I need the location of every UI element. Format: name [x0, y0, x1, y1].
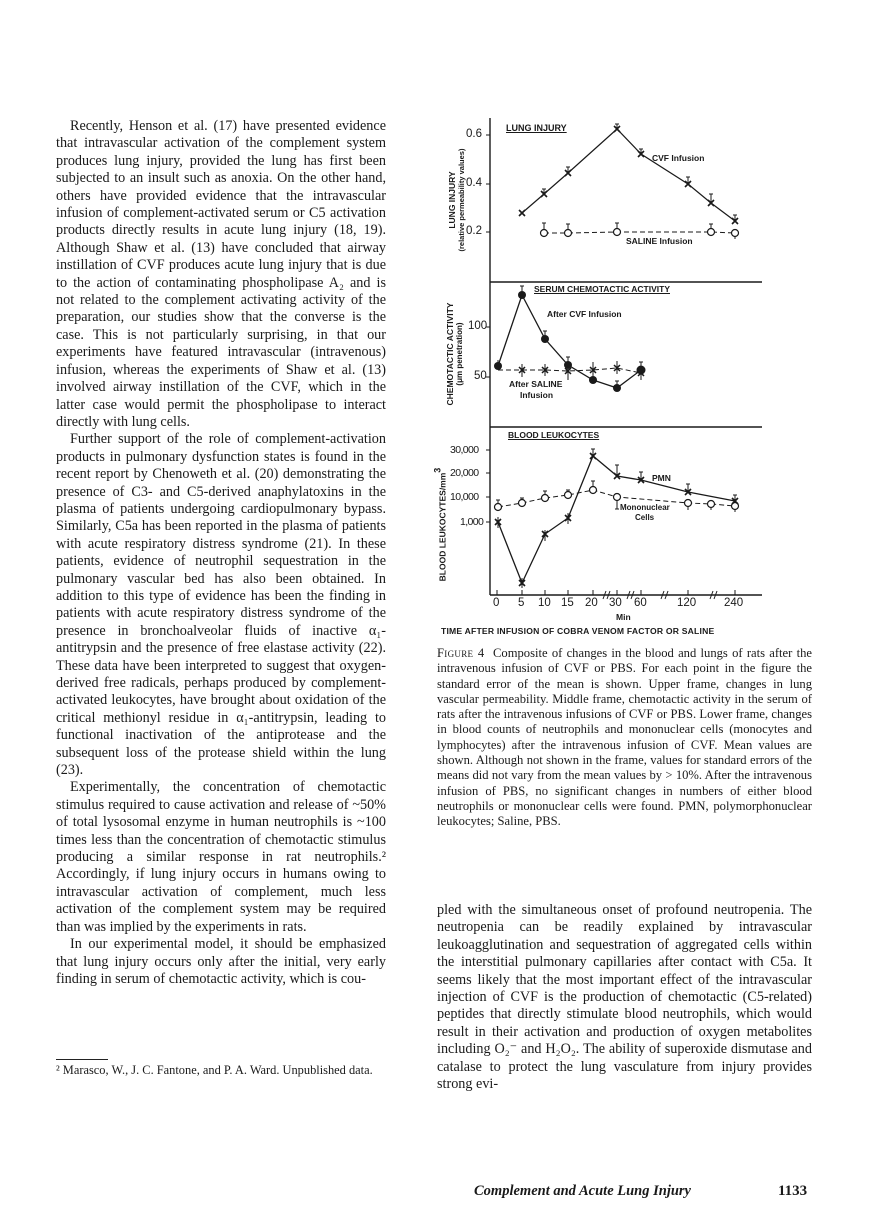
lung-cvf-label: CVF Infusion — [652, 153, 705, 163]
leuko-y-tick: 10,000 — [450, 491, 479, 503]
paragraph: Recently, Henson et al. (17) have presented evidence that intravascular activation of the complement system produces lung injury, provided the lung has first been subjected to an insult such as anoxia. On the other hand, others have provided evidence that the intravascular infusion of complement-activated serum or C5 activation products directly results in acute lung injury (18, 19). Although Shaw et al. (13) have concluded that airway instillation of CVF produces acute lung injury that is due to the action of contaminating phospholipase A₂ and is not related to the complement activating activity of the preparation, our studies show that the converse is the case. This is not particularly surprising, in that our experiments have featured intravascular (intravenous) infusion, whereas the experiments of Shaw et al. (13) involved airway instillation of the CVF, which in the latter case would permit the phospholipase to interact directly with lung cells. — [56, 118, 386, 430]
paragraph: In our experimental model, it should be emphasized that lung injury occurs only after the initial, very early finding in serum of chemotactic activity, which is cou- — [56, 936, 386, 987]
lung-y-axis-label: LUNG INJURY (relative permeability values) — [447, 148, 466, 252]
chemo-saline-label: Infusion — [520, 390, 554, 400]
x-tick: 5 — [518, 597, 525, 609]
figure-label: Figure 4 — [437, 646, 485, 660]
leuko-panel-title: BLOOD LEUKOCYTES — [508, 430, 600, 440]
x-tick: 240 — [724, 597, 744, 609]
x-axis-unit: Min — [616, 612, 631, 622]
lung-saline-label: SALINE Infusion — [626, 236, 693, 246]
x-tick: 120 — [677, 597, 697, 609]
x-tick: 60 — [634, 597, 647, 609]
chemo-panel-title: SERUM CHEMOTACTIC ACTIVITY — [534, 284, 670, 294]
x-tick: 15 — [561, 597, 574, 609]
paragraph: Experimentally, the concentration of chemotactic stimulus required to cause activation and release of ~50% of total lysosomal enzyme in human neutrophils is ~100 times less than the concentration of chemotactic stimulus producing a similar response in rat neutrophils.² Accordingly, if lung injury occurs in humans owing to intravascular activation of complement, much less activation of the complement system may be required than was implied by the experiments in rats. — [56, 779, 386, 935]
chemo-y-tick: 100 — [468, 320, 488, 332]
x-tick: 10 — [538, 597, 551, 609]
leuko-mono-label: Mononuclear — [620, 503, 670, 512]
running-footer: Complement and Acute Lung Injury — [474, 1183, 691, 1199]
leuko-y-tick: 20,000 — [450, 467, 479, 479]
caption-text: Composite of changes in the blood and lungs of rats after the intravenous infusion of CVF or PBS. For each point in the figure the standard error of the mean is shown. Upper frame, changes in lung vascular permeability. Middle frame, chemotactic activity in the serum of rats after the intravenous infusions of CVF or PBS. Lower frame, changes in blood counts of neutrophils and mononuclear cells (monocytes and lymphocytes) after the intravenous infusion of CVF. Mean values are shown. Although not shown in the frame, values for standard errors of the means did not vary from the mean values by > 10%. After the intravenous infusion of PBS, no significant changes in numbers of either blood neutrophils or mononuclear cells were found. PMN, polymorphonuclear leukocytes; Saline, PBS. — [437, 646, 812, 829]
footnote: ² Marasco, W., J. C. Fantone, and P. A. Ward. Unpublished data. — [56, 1063, 373, 1077]
chemo-y-tick: 50 — [474, 370, 487, 382]
lung-y-tick: 0.4 — [466, 177, 482, 189]
footnote-divider — [56, 1059, 108, 1060]
chemo-saline-label: After SALINE — [509, 379, 563, 389]
chemo-y-axis-label: CHEMOTACTIC ACTIVITY (μm penetration) — [445, 302, 464, 406]
paragraph: Further support of the role of complement-activation products in pulmonary dysfunction states is found in the recent report by Chenoweth et al. (20) demonstrating the presence of C3- and C5-derived anaphylatoxins in the plasma of patients undergoing cardiopulmonary bypass. Similarly, C5a has been reported in the plasma of patients with acute respiratory distress syndrome (21). In these patients, evidence of neutrophil sequestration in the pulmonary vascular bed has also been obtained. In addition to this type of evidence has been the finding in patients with acute respiratory distress syndrome of the presence in bronchoalveolar fluids of inactive α₁-antitrypsin and the presence of free elastase activity (22). These data have been interpreted to suggest that oxygen-derived free radicals, perhaps produced by complement-activated leukocytes, have brought about oxidation of the critical methionyl residue in α₁-antitrypsin, leading to functional inactivation of the antiprotease and the subsequent loss of the protease shield within the lung (23). — [56, 431, 386, 779]
lung-y-tick: 0.2 — [466, 225, 482, 237]
leuko-pmn-label: PMN — [652, 473, 671, 483]
left-text-column — [56, 118, 386, 988]
leuko-y-tick: 1,000 — [460, 516, 484, 528]
lung-panel-title: LUNG INJURY — [506, 123, 567, 133]
leuko-y-tick: 30,000 — [450, 444, 479, 456]
leuko-y-axis-label: BLOOD LEUKOCYTES/mm3 — [432, 467, 448, 582]
leuko-mono-label: Cells — [635, 513, 655, 522]
x-tick: 0 — [493, 597, 500, 609]
x-axis-title: TIME AFTER INFUSION OF COBRA VENOM FACTOR OR SALINE — [441, 626, 715, 636]
x-tick: 20 — [585, 597, 598, 609]
lung-y-tick: 0.6 — [466, 128, 482, 140]
x-tick: 30 — [609, 597, 622, 609]
paragraph: pled with the simultaneous onset of profound neutropenia. The neutropenia can be readily explained by intravascular leukoagglutination and sequestration of aggregated cells within the interstitial pulmonary capillaries after contact with C5a. It seems likely that the most important effect of the intravascular injection of CVF is the production of chemotactic (C5-related) peptides that directly stimulate blood neutrophils, which would result in their activation and production of oxygen metabolites including O₂⁻ and H₂O₂. The ability of superoxide dismutase and catalase to protect the lung vasculature from injury provides strong evi- — [437, 902, 812, 1093]
page-number: 1133 — [778, 1183, 808, 1199]
right-text-column — [437, 902, 812, 1093]
figure-4 — [430, 112, 820, 642]
chemo-cvf-label: After CVF Infusion — [547, 309, 622, 319]
figure-caption — [437, 646, 812, 830]
